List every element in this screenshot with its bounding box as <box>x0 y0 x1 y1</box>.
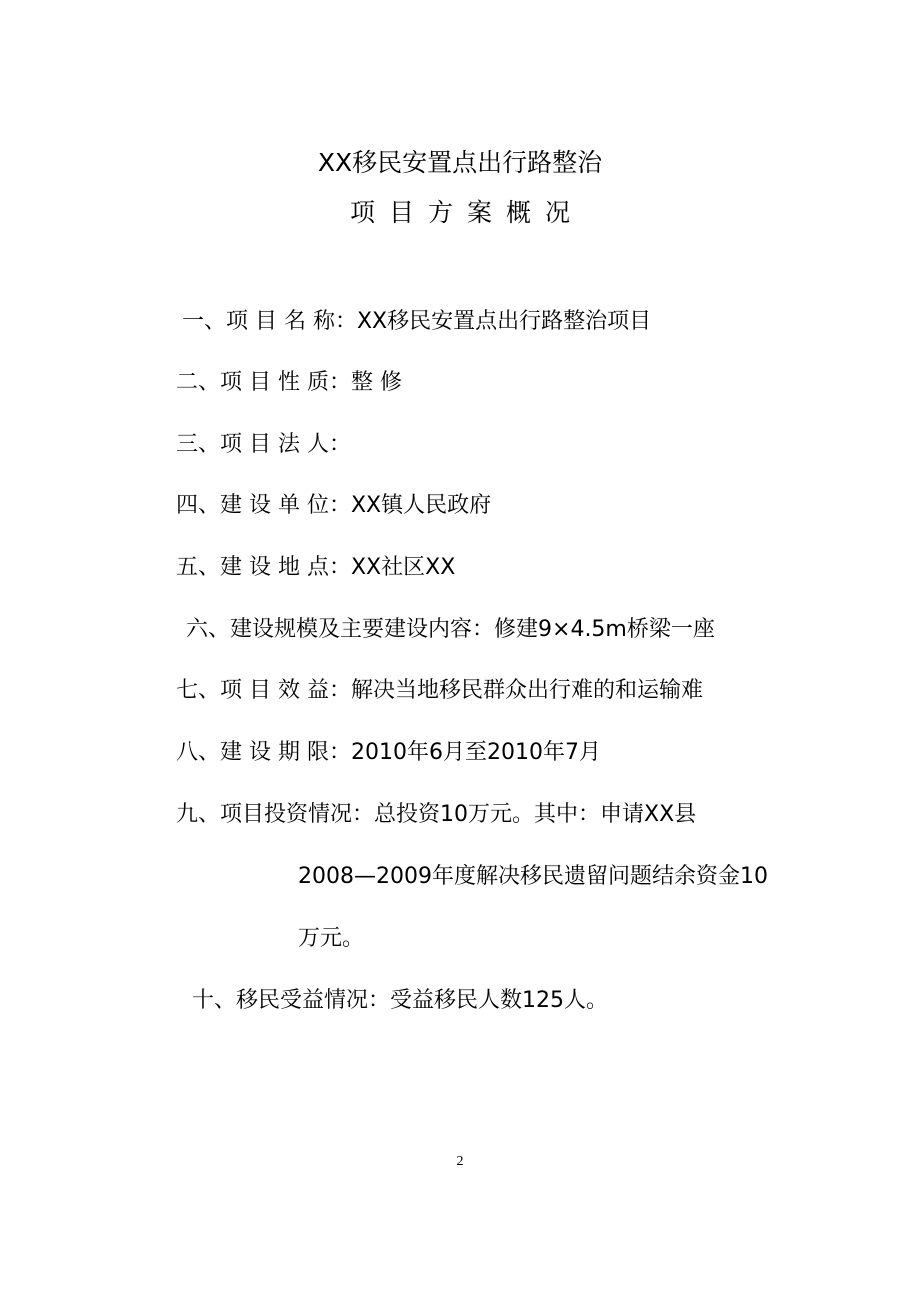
item-label: 十、移民受益情况： <box>192 988 391 1013</box>
item-label: 五、建 设 地 点： <box>176 555 351 580</box>
item-value: 解决当地移民群众出行难的和运输难 <box>350 678 703 703</box>
item-investment <box>176 800 696 830</box>
document-title-line1: XX移民安置点出行路整治 <box>317 148 603 177</box>
item-value: 整 修 <box>350 370 402 395</box>
document-title-line2: 项目方案概况 <box>349 198 584 227</box>
item-label: 七、项 目 效 益： <box>176 678 351 703</box>
item-label: 二、项 目 性 质： <box>176 370 351 395</box>
item-value: 修建9×4.5m桥梁一座 <box>494 617 715 642</box>
item-construction-period <box>176 738 601 768</box>
item-value: 2010年6月至2010年7月 <box>350 740 601 765</box>
item-construction-site <box>176 553 455 583</box>
item-label: 八、建 设 期 限： <box>176 740 351 765</box>
item-value: XX社区XX <box>350 555 456 580</box>
item-resettlement-benefit <box>192 986 608 1016</box>
item-value: XX移民安置点出行路整治项目 <box>356 309 652 334</box>
item-construction-unit <box>176 491 491 521</box>
item-investment-continued-2 <box>298 924 364 954</box>
item-construction-scale <box>186 615 715 645</box>
item-label: 六、建设规模及主要建设内容： <box>186 617 495 642</box>
item-project-nature <box>176 368 402 398</box>
item-label: 三、项 目 法 人： <box>176 432 351 457</box>
item-project-name <box>182 307 651 337</box>
item-label: 九、项目投资情况： <box>176 802 375 827</box>
item-value: 受益移民人数125人。 <box>390 988 609 1013</box>
item-value: 总投资10万元。其中：申请XX县 <box>374 802 697 827</box>
item-investment-continued-1 <box>298 862 768 892</box>
item-value: XX镇人民政府 <box>350 493 492 518</box>
item-label: 四、建 设 单 位： <box>176 493 351 518</box>
item-project-benefit <box>176 676 703 706</box>
item-project-legal-person <box>176 430 351 460</box>
item-value: 2008—2009年度解决移民遗留问题结余资金10 <box>298 864 768 889</box>
item-value: 万元。 <box>298 926 365 951</box>
item-label: 一、项 目 名 称： <box>182 309 357 334</box>
page-number: 2 <box>456 1154 464 1169</box>
